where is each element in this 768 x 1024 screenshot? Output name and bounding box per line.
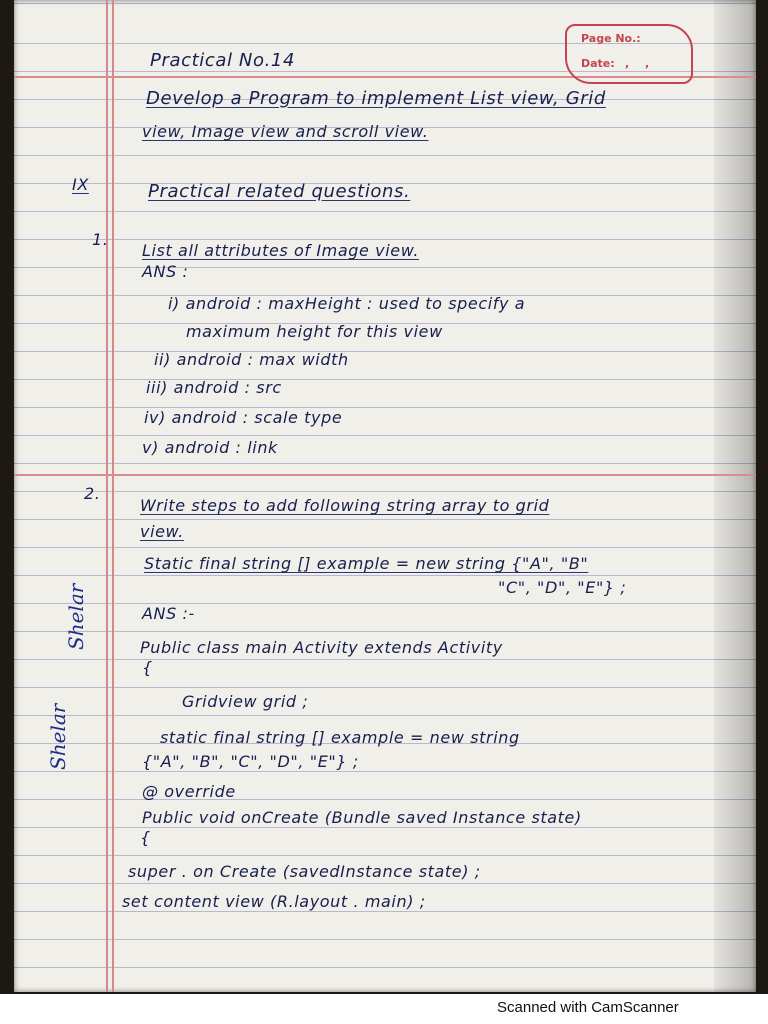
q2-question-line-2: view. bbox=[140, 522, 184, 541]
q1-item: ii) android : max width bbox=[154, 350, 349, 369]
q1-item: v) android : link bbox=[142, 438, 278, 457]
margin-signature: Shelar bbox=[46, 703, 70, 770]
code-line: {"A", "B", "C", "D", "E"} ; bbox=[142, 752, 359, 771]
practical-title: Practical No.14 bbox=[150, 50, 295, 71]
date-label: Date: bbox=[581, 57, 615, 70]
q2-question-line-1: Write steps to add following string array to grid bbox=[140, 496, 550, 515]
q2-number: 2. bbox=[84, 484, 101, 503]
code-line: { bbox=[142, 658, 153, 677]
q1-item: iv) android : scale type bbox=[144, 408, 343, 427]
date-separators: , , bbox=[625, 57, 656, 70]
code-line: Public class main Activity extends Activity bbox=[140, 638, 503, 657]
code-line: super . on Create (savedInstance state) ; bbox=[128, 862, 481, 881]
q1-item: i) android : maxHeight : used to specify a bbox=[168, 294, 526, 313]
code-line: { bbox=[140, 828, 151, 847]
section-rule bbox=[14, 474, 756, 476]
q2-example-line-2: "C", "D", "E"} ; bbox=[498, 578, 627, 597]
scanner-watermark-text: Scanned with CamScanner bbox=[497, 999, 679, 1016]
code-line: Public void onCreate (Bundle saved Instance state) bbox=[142, 808, 582, 827]
q1-ans: ANS : bbox=[142, 262, 189, 281]
section-title: Practical related questions. bbox=[148, 181, 411, 202]
aim-line-1: Develop a Program to implement List view, Grid bbox=[146, 88, 606, 109]
code-line: @ override bbox=[142, 782, 236, 801]
page-edge-shadow bbox=[714, 0, 756, 992]
aim-line-2: view, Image view and scroll view. bbox=[142, 122, 429, 141]
margin-signature: Shelar bbox=[64, 583, 88, 650]
q1-item: maximum height for this view bbox=[186, 322, 443, 341]
q1-question: List all attributes of Image view. bbox=[142, 241, 420, 260]
code-line: Gridview grid ; bbox=[182, 692, 309, 711]
section-numeral: IX bbox=[72, 175, 89, 194]
q1-number: 1. bbox=[92, 230, 109, 249]
q2-ans: ANS :- bbox=[142, 604, 195, 623]
scanner-footer bbox=[0, 994, 768, 1024]
page-date-stamp bbox=[565, 24, 693, 84]
code-line: static final string [] example = new string bbox=[160, 728, 520, 747]
q2-example-line-1: Static final string [] example = new string {"A", "B" bbox=[144, 554, 589, 573]
code-line: set content view (R.layout . main) ; bbox=[122, 892, 426, 911]
q1-item: iii) android : src bbox=[146, 378, 282, 397]
margin-line-left bbox=[106, 0, 108, 992]
margin-line-right bbox=[112, 0, 114, 992]
page-no-label: Page No.: bbox=[581, 32, 641, 45]
